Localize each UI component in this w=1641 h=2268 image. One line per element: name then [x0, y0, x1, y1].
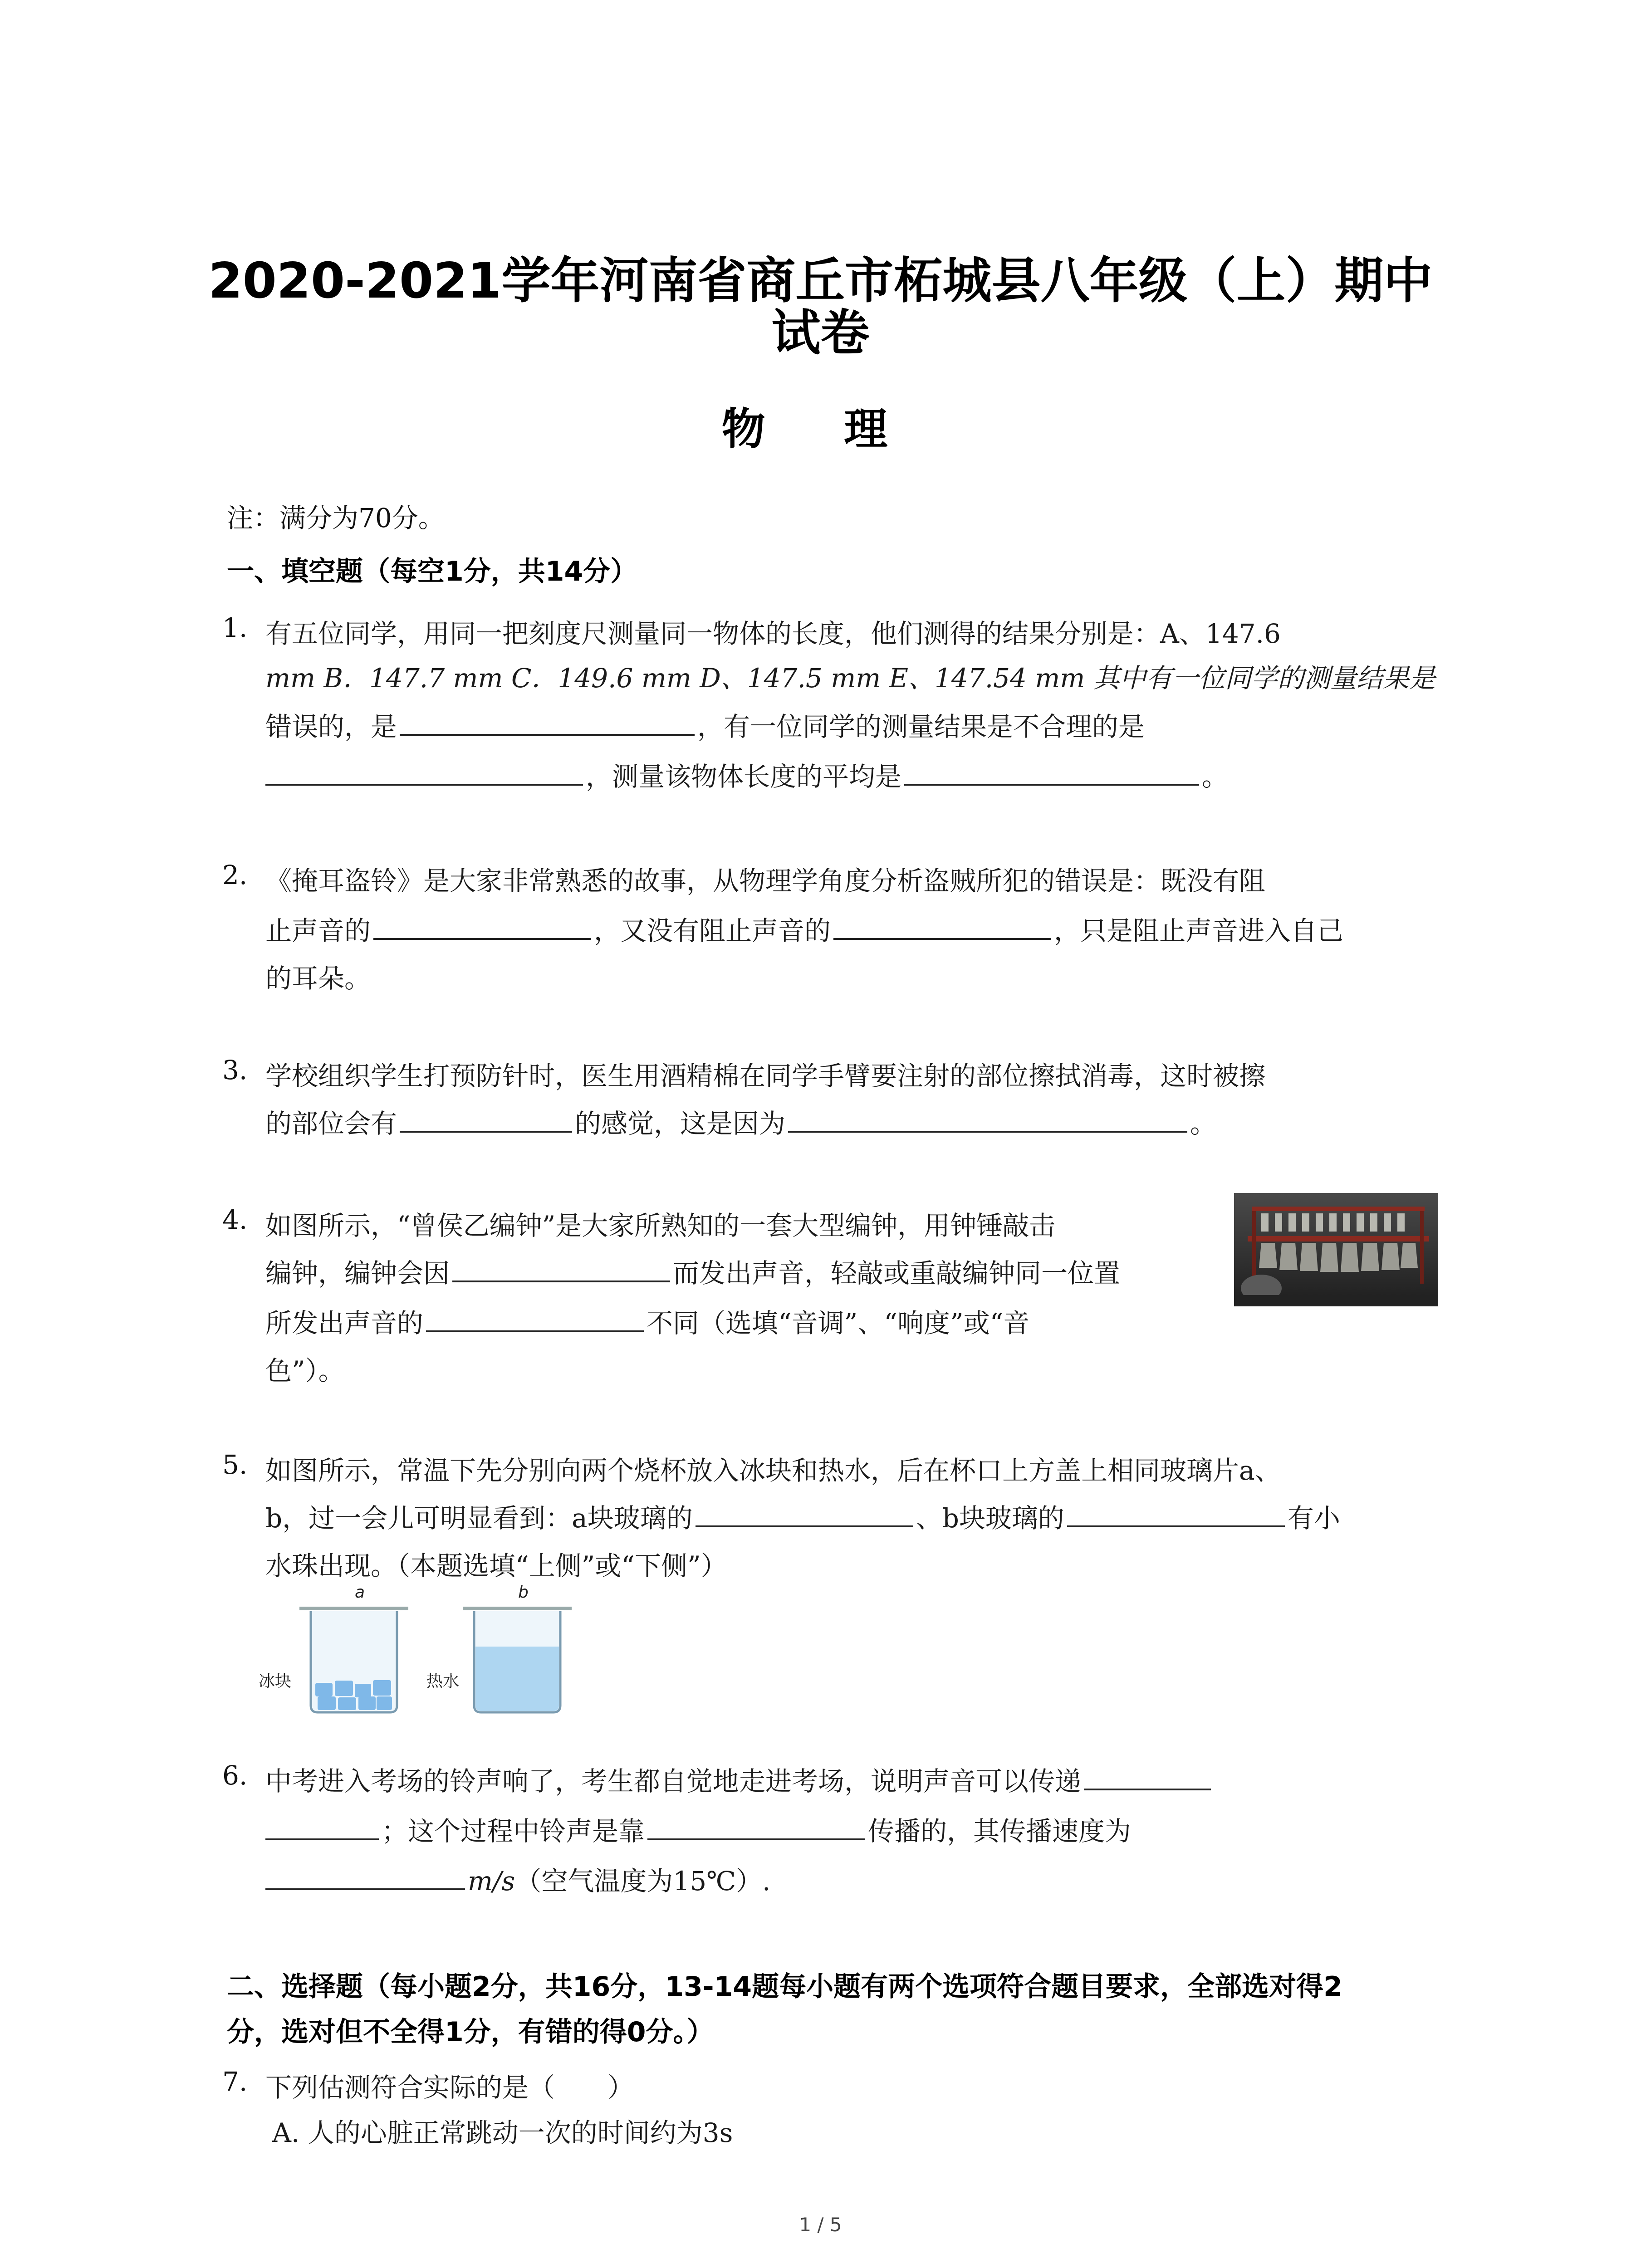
- answer-blank[interactable]: [788, 1129, 1187, 1133]
- beakers-figure: [254, 1583, 581, 1719]
- q3-text: 的部位会有: [265, 1108, 397, 1139]
- question-number: 1.: [222, 612, 248, 643]
- answer-blank[interactable]: [452, 1279, 670, 1282]
- glass-plate-b: [463, 1607, 572, 1610]
- q1-text: 错误的，是: [265, 711, 397, 742]
- subject-title: 物 理: [721, 404, 920, 455]
- question-number: 5.: [222, 1449, 248, 1480]
- answer-blank[interactable]: [647, 1837, 865, 1840]
- answer-blank[interactable]: [373, 936, 591, 940]
- q3-text: 的感觉，这是因为: [575, 1108, 786, 1139]
- q1-line1: 有五位同学，用同一把刻度尺测量同一物体的长度，他们测得的结果分别是：A、147.6: [265, 618, 1281, 649]
- q5-text: 、b块玻璃的: [916, 1503, 1064, 1534]
- section-choice-heading-line1: 二、选择题（每小题2分，共16分，13-14题每小题有两个选项符合题目要求，全部选对得2: [227, 1971, 1342, 2003]
- q6-line1: [265, 1760, 1214, 1798]
- q4-line2: [265, 1252, 1120, 1290]
- answer-blank[interactable]: [400, 1129, 572, 1133]
- answer-blank[interactable]: [1067, 1524, 1285, 1527]
- q1-line4: [265, 755, 1228, 793]
- answer-blank[interactable]: [426, 1329, 644, 1332]
- q5-line1: 如图所示，常温下先分别向两个烧杯放入冰块和热水，后在杯口上方盖上相同玻璃片a、: [265, 1455, 1281, 1486]
- page-number: 1 / 5: [799, 2214, 842, 2236]
- glass-label-a: a: [355, 1583, 365, 1602]
- beaker-ice: [311, 1611, 397, 1712]
- chime-bells-image: [1234, 1193, 1438, 1306]
- q1-text: ，测量该物体长度的平均是: [586, 761, 902, 792]
- q4-line1: 如图所示，“曾侯乙编钟”是大家所熟知的一套大型编钟，用钟锤敲击: [265, 1210, 1056, 1241]
- answer-blank[interactable]: [265, 1887, 465, 1890]
- q3-line2: [265, 1102, 1216, 1140]
- q2-text: ，又没有阻止声音的: [594, 915, 831, 946]
- exam-title-line1: 2020-2021学年河南省商丘市柘城县八年级（上）期中: [208, 253, 1433, 309]
- answer-blank[interactable]: [400, 732, 695, 736]
- score-note: 注：满分为70分。: [227, 503, 445, 533]
- answer-blank[interactable]: [1084, 1787, 1211, 1790]
- q1-text: 。: [1202, 761, 1229, 792]
- q4-text: 不同（选填“音调”、“响度”或“音: [647, 1308, 1030, 1339]
- q2-text: ，只是阻止声音进入自己: [1054, 915, 1344, 946]
- question-number: 7.: [222, 2066, 248, 2097]
- q4-text: 而发出声音，轻敲或重敲编钟同一位置: [673, 1258, 1121, 1289]
- glass-label-b: b: [518, 1583, 529, 1602]
- q6-text: 传播的，其传播速度为: [868, 1816, 1132, 1847]
- q6-line2: [265, 1810, 1131, 1848]
- q2-line1: 《掩耳盗铃》是大家非常熟悉的故事，从物理学角度分析盗贼所犯的错误是：既没有阻: [265, 865, 1266, 896]
- q6-text: 中考进入考场的铃声响了，考生都自觉地走进考场，说明声音可以传递: [265, 1766, 1082, 1797]
- question-number: 2.: [222, 860, 248, 890]
- q5-text: b，过一会儿可明显看到：a块玻璃的: [265, 1503, 693, 1534]
- answer-blank[interactable]: [265, 782, 583, 786]
- exam-title-line2: 试卷: [771, 305, 870, 362]
- q1-text: ，有一位同学的测量结果是不合理的是: [697, 711, 1145, 742]
- q5-line2: [265, 1497, 1340, 1535]
- q5-text: 有小: [1287, 1503, 1340, 1534]
- q1-line2: mm B．147.7 mm C．149.6 mm D、147.5 mm E、147.54 mm 其中有一位同学的测量结果是: [265, 663, 1435, 694]
- q2-text: 止声音的: [265, 915, 371, 946]
- section-fill-in-heading: 一、填空题（每空1分，共14分）: [227, 556, 638, 587]
- q4-text: 所发出声音的: [265, 1308, 424, 1339]
- section-choice-heading-line2: 分，选对但不全得1分，有错的得0分。）: [227, 2016, 714, 2048]
- q1-line3: [265, 705, 1145, 743]
- question-number: 4.: [222, 1204, 248, 1235]
- q2-line2: [265, 909, 1343, 948]
- q7-stem: 下列估测符合实际的是（ ）: [265, 2072, 634, 2103]
- answer-blank[interactable]: [696, 1524, 913, 1527]
- answer-blank[interactable]: [265, 1837, 379, 1840]
- hot-water-label: 热水: [426, 1672, 460, 1691]
- q6-text: （空气温度为15℃）.: [515, 1866, 771, 1897]
- glass-plate-a: [299, 1607, 408, 1610]
- q6-text: ；这个过程中铃声是靠: [382, 1816, 645, 1847]
- q4-line4: 色”）。: [265, 1355, 345, 1386]
- q3-line1: 学校组织学生打预防针时，医生用酒精棉在同学手臂要注射的部位擦拭消毒，这时被擦: [265, 1061, 1266, 1091]
- question-number: 3.: [222, 1055, 248, 1085]
- answer-blank[interactable]: [904, 782, 1199, 786]
- q7-option-a[interactable]: A. 人的心脏正常跳动一次的时间约为3s: [272, 2117, 733, 2148]
- answer-blank[interactable]: [833, 936, 1051, 940]
- q3-text: 。: [1190, 1108, 1217, 1139]
- unit-text: m/s: [468, 1866, 515, 1897]
- q6-line3: [265, 1860, 770, 1898]
- question-number: 6.: [222, 1760, 248, 1791]
- ice-label: 冰块: [259, 1672, 292, 1691]
- beaker-hot-water: [474, 1611, 560, 1712]
- q4-text: 编钟，编钟会因: [265, 1258, 450, 1289]
- q5-line3: 水珠出现。（本题选填“上侧”或“下侧”）: [265, 1550, 727, 1581]
- q4-line3: [265, 1302, 1029, 1340]
- q2-line3: 的耳朵。: [265, 963, 371, 994]
